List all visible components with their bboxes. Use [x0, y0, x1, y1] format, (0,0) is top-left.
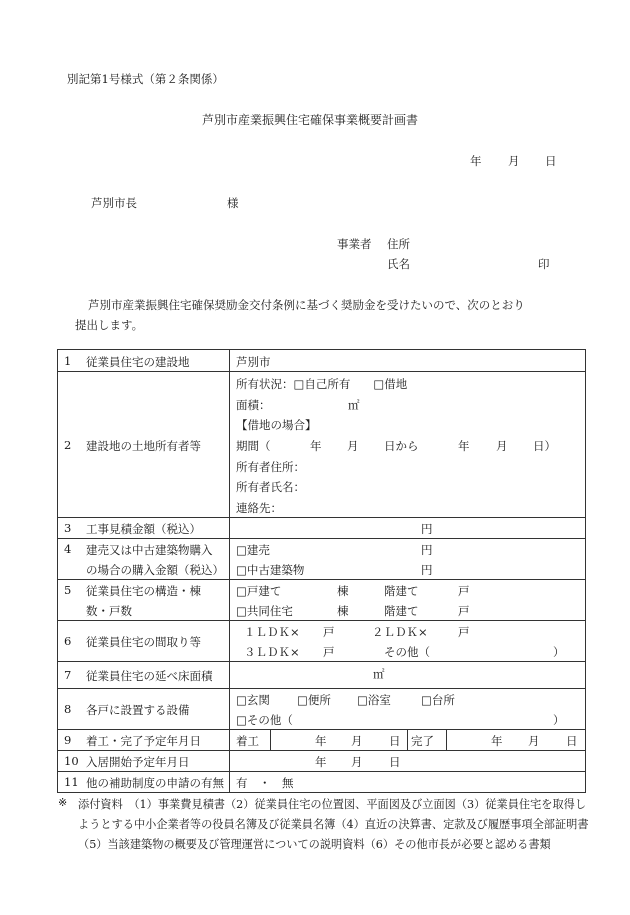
units-unit: 戸 — [323, 625, 335, 639]
facility-other-close: ） — [553, 713, 565, 727]
units-unit: 戸 — [458, 604, 470, 618]
end-year: 年 — [491, 734, 503, 748]
row-number: 3 — [64, 521, 72, 535]
subsidy-yes-no: 有 ・ 無 — [236, 776, 294, 790]
row-label: 各戸に設置する設備 — [86, 703, 190, 717]
note-mark: ※ — [58, 796, 68, 809]
date-month: 月 — [508, 154, 520, 168]
note-line1: 添付資料 （1）事業費見積書（2）従業員住宅の位置図、平面図及び立面図（3）従業員住宅を取得し — [78, 798, 587, 811]
row-estimate — [58, 518, 586, 539]
row-number: 11 — [64, 775, 79, 789]
row-schedule — [58, 730, 586, 751]
intro-text-line1: 芦別市産業振興住宅確保奨励金交付条例に基づく奨励金を受けたいので、次のとおり — [88, 298, 525, 312]
date-year: 年 — [470, 154, 482, 168]
lease-start-month: 月 — [347, 439, 359, 453]
facility-kitchen: □台所 — [421, 693, 455, 707]
row-construction-site — [58, 350, 586, 372]
row-label: 従業員住宅の建設地 — [86, 355, 190, 369]
lease-end-day: 日） — [533, 439, 556, 453]
facility-other: □その他（ — [236, 713, 293, 727]
row-number: 7 — [64, 668, 72, 682]
applicant-label: 事業者 — [337, 237, 372, 251]
building-count-unit: 棟 — [337, 584, 349, 598]
units-unit: 戸 — [458, 625, 470, 639]
row-floor-plan — [58, 621, 586, 662]
lease-end-year: 年 — [458, 439, 470, 453]
area-label: 面積： — [236, 398, 271, 412]
start-year: 年 — [315, 734, 327, 748]
row-label-line2: の場合の購入金額（税込） — [86, 563, 224, 577]
row-number: 4 — [64, 542, 72, 556]
option-apartment: □共同住宅 — [236, 604, 293, 618]
form-table — [57, 349, 586, 793]
row-other-subsidy — [58, 772, 586, 793]
move-in-year: 年 — [315, 755, 327, 769]
row-label: 従業員住宅の延べ床面積 — [86, 669, 213, 683]
plan-other-close: ） — [553, 645, 565, 659]
seal-mark: 印 — [538, 257, 550, 271]
cell-divider — [446, 730, 447, 750]
facility-bath: □浴室 — [357, 693, 391, 707]
row-move-in-date — [58, 751, 586, 772]
row-label: 着工・完了予定年月日 — [86, 734, 201, 748]
lease-heading: 【借地の場合】 — [236, 418, 317, 432]
row-structure — [58, 580, 586, 621]
row-label-line1: 従業員住宅の構造・棟 — [86, 584, 201, 598]
lease-end-month: 月 — [496, 439, 508, 453]
plan-1ldk: １ＬＤＫ× — [244, 625, 300, 639]
plan-3ldk: ３ＬＤＫ× — [244, 645, 300, 659]
row-label: 工事見積金額（税込） — [86, 522, 201, 536]
note-line3: （5）当該建築物の概要及び管理運営についての説明資料（6）その他市長が必要と認める書類 — [78, 838, 551, 851]
date-day: 日 — [545, 154, 557, 168]
row-label-line1: 建売又は中古建築物購入 — [86, 543, 213, 557]
document-title: 芦別市産業振興住宅確保事業概要計画書 — [202, 113, 419, 127]
plan-2ldk: ２ＬＤＫ× — [372, 625, 428, 639]
row-facilities — [58, 689, 586, 730]
option-detached: □戸建て — [236, 584, 282, 598]
units-unit: 戸 — [323, 645, 335, 659]
owner-name-label: 所有者氏名： — [236, 480, 305, 494]
name-label: 氏名 — [387, 257, 410, 271]
floors-unit: 階建て — [384, 604, 419, 618]
option-ready-built: □建売 — [236, 543, 270, 557]
cell-divider — [270, 730, 271, 750]
row-number: 5 — [64, 583, 72, 597]
row-number: 10 — [64, 754, 79, 768]
row-number: 8 — [64, 702, 72, 716]
floors-unit: 階建て — [384, 584, 419, 598]
address-label: 住所 — [387, 237, 410, 251]
end-month: 月 — [528, 734, 540, 748]
row-number: 2 — [64, 438, 72, 452]
lease-period-open: 期間（ — [236, 439, 271, 453]
start-day: 日 — [389, 734, 401, 748]
row-total-floor-area — [58, 662, 586, 689]
note-line2: ようとする中小企業者等の役員名簿及び従業員名簿（4）直近の決算書、定款及び履歴事項全部証明書 — [78, 818, 589, 831]
row-land-owner — [58, 372, 586, 518]
plan-other: その他（ — [384, 645, 430, 659]
move-in-month: 月 — [351, 755, 363, 769]
cell-divider — [407, 730, 408, 750]
area-unit: ㎡ — [373, 667, 385, 681]
site-value: 芦別市 — [236, 355, 271, 369]
start-month: 月 — [351, 734, 363, 748]
building-count-unit: 棟 — [337, 604, 349, 618]
end-day: 日 — [566, 734, 578, 748]
row-purchase-price — [58, 539, 586, 580]
addressee: 芦別市長 — [91, 196, 137, 210]
row-label: 建設地の土地所有者等 — [86, 439, 201, 453]
end-label: 完了 — [411, 734, 434, 748]
addressee-honorific: 様 — [227, 196, 239, 210]
intro-text-line2: 提出します。 — [75, 318, 144, 332]
row-number: 9 — [64, 733, 72, 747]
row-label: 入居開始予定年月日 — [86, 755, 190, 769]
facility-toilet: □便所 — [297, 693, 331, 707]
contact-label: 連絡先： — [236, 501, 282, 515]
yen-unit: 円 — [421, 543, 433, 557]
row-label: 従業員住宅の間取り等 — [86, 635, 201, 649]
owner-address-label: 所有者住所： — [236, 460, 305, 474]
form-id: 別記第1号様式（第２条関係） — [67, 72, 224, 86]
units-unit: 戸 — [458, 584, 470, 598]
start-label: 着工 — [236, 734, 259, 748]
row-number: 6 — [64, 634, 72, 648]
area-unit: ㎡ — [348, 398, 360, 412]
ownership-status: 所有状況：□自己所有 □借地 — [236, 377, 408, 391]
lease-start-year: 年 — [310, 439, 322, 453]
row-label-line2: 数・戸数 — [86, 604, 132, 618]
option-used-building: □中古建築物 — [236, 563, 305, 577]
row-number: 1 — [64, 354, 72, 368]
lease-start-day: 日から — [384, 439, 419, 453]
yen-unit: 円 — [421, 563, 433, 577]
facility-entrance: □玄関 — [236, 693, 270, 707]
move-in-day: 日 — [389, 755, 401, 769]
row-label: 他の補助制度の申請の有無 — [86, 776, 224, 790]
yen-unit: 円 — [421, 522, 433, 536]
